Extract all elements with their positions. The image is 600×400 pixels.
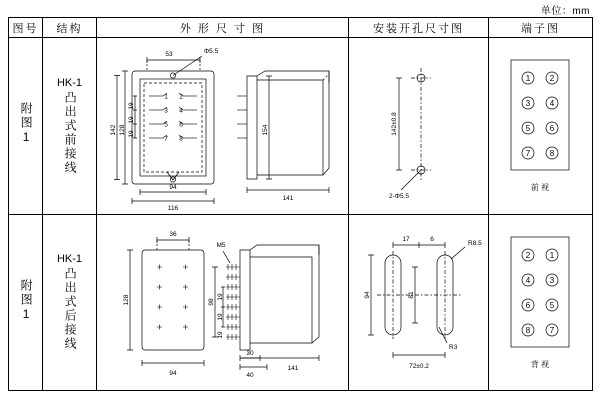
terminal-num-3: 3	[164, 107, 168, 115]
dim-b1-2: 30	[246, 349, 254, 357]
table-row	[9, 214, 593, 390]
dim-mid-19a: 19	[217, 292, 224, 301]
cell-outline-1	[97, 38, 349, 214]
outline-drawing-2	[97, 215, 347, 388]
dim-b2-2: 40	[246, 371, 254, 379]
cell-structure-1	[43, 38, 97, 214]
terminal-num-7: 7	[164, 135, 168, 143]
mount-dim-94-2: 94	[364, 290, 371, 299]
term-num-8: 8	[549, 149, 555, 159]
cell-mounting-2	[349, 214, 489, 390]
term2-num-6: 5	[549, 300, 555, 310]
terminal-caption-1: 前 视	[530, 183, 550, 193]
header-fig-no: 图号	[9, 18, 43, 38]
mount-dim-r3-2: R3	[449, 343, 458, 351]
term2-num-5: 6	[525, 300, 531, 310]
mount-dim-6-2: 6	[430, 235, 434, 243]
dim-left-2: 128	[123, 294, 130, 305]
term-num-4: 4	[549, 99, 555, 109]
unit-note: 单位：mm	[540, 6, 590, 17]
dim-right-depth-1: 141	[282, 195, 294, 203]
fig-no-label-1: 附图1	[19, 102, 34, 147]
dim-left-1a: 142	[110, 124, 117, 136]
dim-bottom-2: 94	[169, 369, 177, 377]
dim-left-inner-2: 19	[128, 116, 135, 124]
terminal-diagram-2	[489, 215, 591, 388]
dim-mid-98: 98	[208, 297, 215, 306]
header-outline: 外 形 尺 寸 图	[97, 18, 349, 38]
cell-fig-no-2	[9, 214, 43, 390]
terminal-num-6: 6	[179, 121, 183, 129]
term2-num-8: 7	[549, 325, 555, 335]
terminal-diagram-1	[489, 38, 591, 211]
mount-dim-17-2: 17	[402, 235, 410, 243]
model-label-1: HK-1	[56, 76, 83, 89]
structure-label-2: 凸出式后接线	[63, 267, 78, 352]
header-mounting: 安装开孔尺寸图	[349, 18, 489, 38]
mounting-drawing-1	[349, 38, 487, 211]
term-num-6: 6	[549, 124, 555, 134]
term2-num-7: 8	[525, 325, 531, 335]
spec-table	[8, 17, 593, 391]
terminal-num-1: 1	[164, 93, 168, 101]
dim-right-depth-2: 141	[287, 364, 299, 372]
terminal-caption-2: 背 视	[530, 359, 550, 369]
terminal-num-5: 5	[164, 121, 168, 129]
terminal-num-2: 2	[179, 93, 183, 101]
table-header-row	[9, 18, 593, 38]
dim-left-inner-1: 19	[128, 102, 135, 110]
term2-num-4: 3	[549, 275, 555, 285]
cell-mounting-1	[349, 38, 489, 214]
structure-label-1: 凸出式前接线	[63, 90, 78, 175]
dim-bottom-1b: 116	[167, 205, 179, 212]
dim-left-inner-3: 19	[128, 130, 135, 138]
model-label-2: HK-1	[56, 253, 83, 266]
header-structure: 结构	[43, 18, 97, 38]
dim-top-1: 53	[165, 51, 173, 59]
dim-top-2: 36	[169, 230, 177, 238]
header-terminal: 端子图	[489, 18, 593, 38]
table-row	[9, 38, 593, 214]
outline-drawing-1	[97, 38, 347, 211]
mount-dim-r85-2: R8.5	[468, 239, 482, 247]
cell-outline-2	[97, 214, 349, 390]
mount-dim-bottom-2: 72±0.2	[409, 362, 429, 370]
mount-dim-81-2: 81	[408, 290, 415, 299]
dim-screw-2: M5	[216, 241, 226, 249]
cell-fig-no-1	[9, 38, 43, 214]
term-num-5: 5	[525, 124, 531, 134]
terminal-num-8: 8	[179, 135, 183, 143]
term2-num-3: 4	[525, 275, 531, 285]
dim-mid-19c: 19	[217, 330, 224, 339]
terminal-num-4: 4	[179, 107, 183, 115]
dim-right-height-1: 154	[262, 124, 269, 136]
term-num-2: 2	[549, 74, 555, 84]
dim-left-1b: 128	[119, 124, 126, 136]
dim-hole-1: Φ5.5	[204, 48, 219, 56]
fig-no-label-2: 附图1	[19, 278, 34, 323]
term-num-7: 7	[525, 149, 531, 159]
mount-hole-note-1: 2-Φ5.5	[388, 193, 410, 201]
dim-mid-19b: 19	[217, 312, 224, 321]
term2-num-1: 2	[525, 250, 531, 260]
term-num-1: 1	[525, 74, 531, 84]
term-num-3: 3	[525, 99, 531, 109]
mount-dim-v-1: 142±0.8	[391, 112, 398, 136]
cell-terminal-2	[489, 214, 593, 390]
dim-bottom-1a: 94	[169, 184, 177, 192]
term2-num-2: 1	[549, 250, 555, 260]
mounting-drawing-2	[349, 215, 487, 388]
cell-structure-2	[43, 214, 97, 390]
cell-terminal-1	[489, 38, 593, 214]
